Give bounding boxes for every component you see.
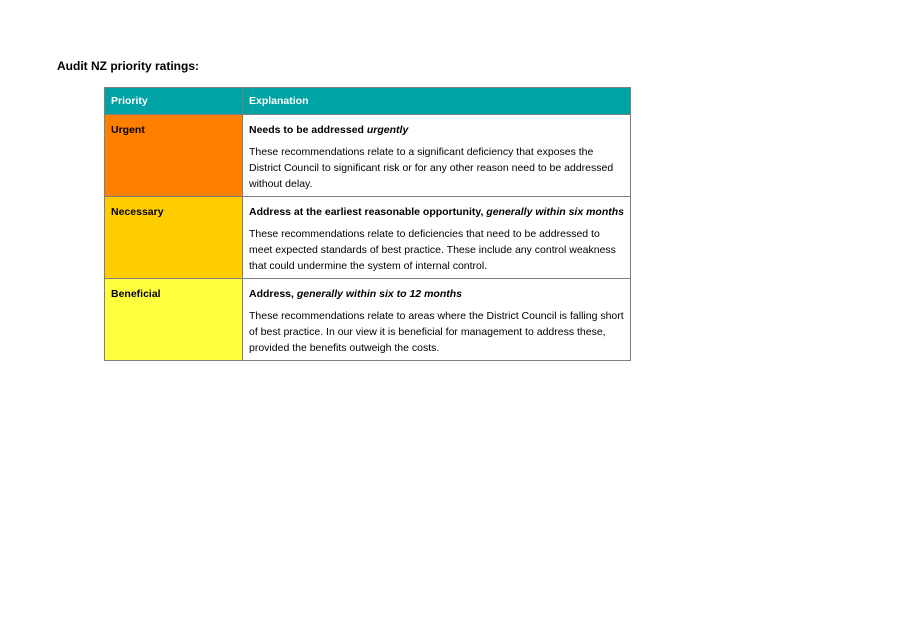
explanation-heading-emphasis: urgently (366, 124, 409, 136)
page-title: Audit NZ priority ratings: (57, 59, 199, 73)
explanation-heading-text: Address, (249, 288, 294, 300)
explanation-heading (249, 286, 624, 302)
explanation-cell (243, 279, 631, 361)
explanation-cell (243, 197, 631, 279)
priority-cell-necessary: Necessary (105, 197, 243, 279)
explanation-heading-text: Needs to be addressed (249, 124, 364, 136)
explanation-heading (249, 122, 624, 138)
explanation-text: These recommendations relate to areas where the District Council is falling short of best practice. In our view it is beneficial for management to address these, provided the benefits outweigh the costs. (249, 310, 624, 354)
priority-cell-beneficial: Beneficial (105, 279, 243, 361)
priority-ratings-table (104, 87, 631, 361)
table-row (105, 197, 631, 279)
table-row (105, 279, 631, 361)
priority-cell-urgent: Urgent (105, 115, 243, 197)
explanation-cell (243, 115, 631, 197)
explanation-text: These recommendations relate to deficiencies that need to be addressed to meet expected standards of best practice. These include any control weakness that could undermine the system of internal control. (249, 228, 616, 272)
explanation-heading (249, 204, 624, 220)
explanation-heading-emphasis: generally within six months (486, 206, 624, 218)
table-row (105, 115, 631, 197)
explanation-text: These recommendations relate to a significant deficiency that exposes the District Council to significant risk or for any other reason need to be addressed without delay. (249, 146, 614, 190)
column-header-priority: Priority (105, 88, 243, 115)
column-header-explanation: Explanation (243, 88, 631, 115)
explanation-heading-emphasis: generally within six to 12 months (296, 288, 462, 300)
table-header-row (105, 88, 631, 115)
explanation-heading-text: Address at the earliest reasonable opportunity, (249, 206, 484, 218)
